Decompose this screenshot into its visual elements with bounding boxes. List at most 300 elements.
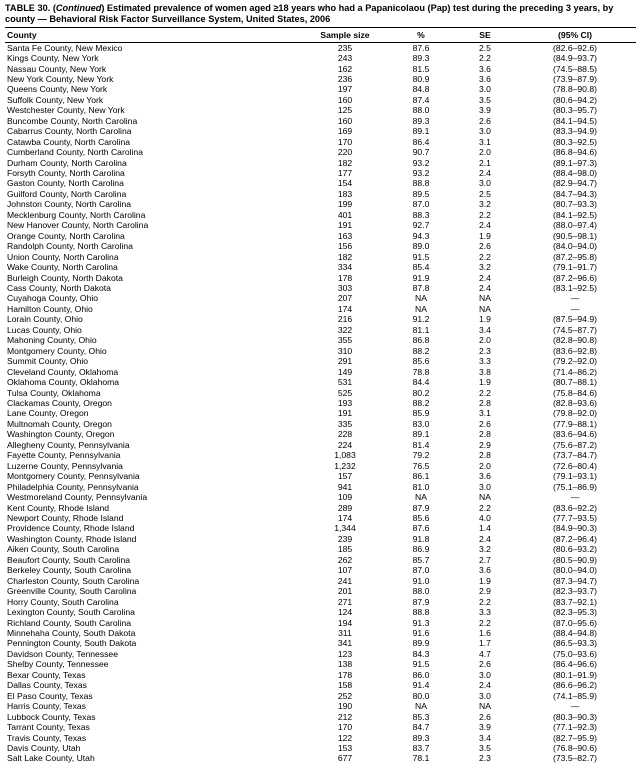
se-cell: 1.7: [479, 638, 491, 649]
percent-cell: 81.0: [412, 481, 430, 492]
ci-cell: (87.2–96.4): [553, 533, 597, 544]
percent-cell: 91.8: [412, 533, 430, 544]
county-cell: Summit County, Ohio: [7, 356, 89, 367]
ci-cell: (88.4–94.8): [553, 627, 597, 638]
table-row: [5, 576, 636, 586]
sample-size-cell: 194: [337, 617, 353, 628]
percent-cell: 88.3: [412, 209, 430, 220]
county-cell: Nassau County, New York: [7, 63, 107, 74]
sample-size-cell: 158: [337, 680, 353, 691]
sample-size-cell: 1,232: [334, 460, 356, 471]
se-cell: 2.4: [479, 283, 491, 294]
se-cell: 3.0: [479, 126, 491, 137]
county-cell: Cumberland County, North Carolina: [7, 147, 143, 158]
county-cell: Hamilton County, Ohio: [7, 303, 93, 314]
se-cell: 2.6: [479, 241, 491, 252]
table-row: [5, 126, 636, 136]
percent-cell: 89.3: [412, 732, 430, 743]
ci-cell: (80.7–93.3): [553, 199, 597, 210]
ci-cell: —: [570, 293, 580, 304]
sample-size-cell: 183: [337, 188, 353, 199]
table-row: [5, 440, 636, 450]
table-body: [5, 42, 636, 764]
sample-size-cell: 355: [337, 335, 353, 346]
table-row: [5, 659, 636, 669]
county-cell: Westmoreland County, Pennsylvania: [7, 492, 148, 503]
table-row: [5, 231, 636, 241]
county-cell: Kent County, Rhode Island: [7, 502, 110, 513]
sample-size-cell: 156: [337, 241, 353, 252]
ci-cell: (86.8–94.6): [553, 147, 597, 158]
table-row: [5, 356, 636, 366]
percent-cell: 78.8: [412, 366, 430, 377]
se-cell: 3.0: [479, 690, 491, 701]
table-row: [5, 64, 636, 74]
ci-cell: (80.3–92.5): [553, 136, 597, 147]
col-header-county: County: [5, 27, 304, 42]
ci-cell: (79.8–92.0): [553, 408, 597, 419]
ci-cell: (74.1–85.9): [553, 690, 597, 701]
sample-size-cell: 401: [337, 209, 353, 220]
table-row: [5, 670, 636, 680]
sample-size-cell: 262: [337, 554, 353, 565]
ci-cell: (84.0–94.0): [553, 241, 597, 252]
sample-size-cell: 162: [337, 63, 353, 74]
ci-cell: (84.7–94.3): [553, 188, 597, 199]
table-row: [5, 367, 636, 377]
ci-cell: (87.3–94.7): [553, 575, 597, 586]
ci-cell: (79.2–92.0): [553, 356, 597, 367]
county-cell: Philadelphia County, Pennsylvania: [7, 481, 139, 492]
ci-cell: (75.8–84.6): [553, 387, 597, 398]
county-cell: Minnehaha County, South Dakota: [7, 627, 136, 638]
ci-cell: (87.0–95.6): [553, 617, 597, 628]
percent-cell: 89.3: [412, 115, 430, 126]
percent-cell: 91.9: [412, 272, 430, 283]
county-cell: Johnston County, North Carolina: [7, 199, 132, 210]
sample-size-cell: 182: [337, 251, 353, 262]
percent-cell: 83.0: [412, 418, 430, 429]
ci-cell: (80.6–94.2): [553, 94, 597, 105]
sample-size-cell: 303: [337, 283, 353, 294]
table-row: [5, 419, 636, 429]
county-cell: Cabarrus County, North Carolina: [7, 126, 132, 137]
sample-size-cell: 160: [337, 115, 353, 126]
ci-cell: (82.6–92.6): [553, 42, 597, 53]
percent-cell: 78.1: [412, 753, 430, 764]
percent-cell: 87.0: [412, 565, 430, 576]
ci-cell: (84.9–90.3): [553, 523, 597, 534]
ci-cell: (83.6–94.6): [553, 429, 597, 440]
table-row: [5, 147, 636, 157]
sample-size-cell: 197: [337, 84, 353, 95]
percent-cell: 85.9: [412, 408, 430, 419]
se-cell: 2.8: [479, 429, 491, 440]
percent-cell: 86.1: [412, 471, 430, 482]
percent-cell: 85.6: [412, 512, 430, 523]
sample-size-cell: 224: [337, 439, 353, 450]
sample-size-cell: 182: [337, 157, 353, 168]
ci-cell: (83.6–92.8): [553, 345, 597, 356]
table-row: [5, 189, 636, 199]
table-title-continued: Continued: [55, 3, 102, 13]
se-cell: 2.5: [479, 188, 491, 199]
table-row: [5, 722, 636, 732]
sample-size-cell: 239: [337, 533, 353, 544]
percent-cell: 84.8: [412, 84, 430, 95]
se-cell: 2.0: [479, 335, 491, 346]
table-row: [5, 429, 636, 439]
county-cell: Lubbock County, Texas: [7, 711, 96, 722]
ci-cell: (75.1–86.9): [553, 481, 597, 492]
ci-cell: (86.4–96.6): [553, 659, 597, 670]
col-header-percent: %: [386, 27, 456, 42]
sample-size-cell: 220: [337, 147, 353, 158]
col-header-se: SE: [456, 27, 514, 42]
se-cell: 2.6: [479, 115, 491, 126]
county-cell: Allegheny County, Pennsylvania: [7, 439, 130, 450]
ci-cell: (86.5–93.3): [553, 638, 597, 649]
se-cell: 3.2: [479, 199, 491, 210]
percent-cell: 81.1: [412, 324, 430, 335]
se-cell: 3.5: [479, 742, 491, 753]
county-cell: Montgomery County, Ohio: [7, 345, 107, 356]
county-cell: Forsyth County, North Carolina: [7, 168, 125, 179]
percent-cell: NA: [415, 303, 427, 314]
county-cell: Providence County, Rhode Island: [7, 523, 135, 534]
percent-cell: NA: [415, 293, 427, 304]
table-row: [5, 408, 636, 418]
col-header-ci: (95% CI): [514, 27, 636, 42]
county-cell: Lucas County, Ohio: [7, 324, 82, 335]
table-row: [5, 450, 636, 460]
table-row: [5, 388, 636, 398]
sample-size-cell: 291: [337, 356, 353, 367]
percent-cell: 89.1: [412, 429, 430, 440]
table-row: [5, 461, 636, 471]
se-cell: 3.4: [479, 324, 491, 335]
table-row: [5, 377, 636, 387]
table-row: [5, 95, 636, 105]
table-row: [5, 753, 636, 763]
se-cell: 3.2: [479, 544, 491, 555]
se-cell: 4.0: [479, 512, 491, 523]
ci-cell: (87.5–94.9): [553, 314, 597, 325]
county-cell: Mahoning County, Ohio: [7, 335, 97, 346]
table-row: [5, 178, 636, 188]
table-row: [5, 503, 636, 513]
table-row: [5, 105, 636, 115]
county-cell: Wake County, North Carolina: [7, 262, 118, 273]
sample-size-cell: 178: [337, 669, 353, 680]
sample-size-cell: 178: [337, 272, 353, 283]
table-row: [5, 252, 636, 262]
county-cell: Buncombe County, North Carolina: [7, 115, 138, 126]
table-row: [5, 471, 636, 481]
ci-cell: (82.3–95.3): [553, 607, 597, 618]
se-cell: 2.4: [479, 680, 491, 691]
table-row: [5, 513, 636, 523]
ci-cell: (83.6–92.2): [553, 502, 597, 513]
sample-size-cell: 174: [337, 512, 353, 523]
se-cell: 2.2: [479, 53, 491, 64]
se-cell: 2.2: [479, 502, 491, 513]
percent-cell: 94.3: [412, 230, 430, 241]
se-cell: 2.4: [479, 533, 491, 544]
ci-cell: (84.1–92.5): [553, 209, 597, 220]
county-cell: Santa Fe County, New Mexico: [7, 42, 123, 53]
table-row: [5, 618, 636, 628]
county-cell: Gaston County, North Carolina: [7, 178, 124, 189]
county-cell: Greenville County, South Carolina: [7, 586, 137, 597]
percent-cell: 85.4: [412, 262, 430, 273]
se-cell: 3.5: [479, 94, 491, 105]
table-row: [5, 482, 636, 492]
table-row: [5, 210, 636, 220]
se-cell: 3.0: [479, 669, 491, 680]
percent-cell: 91.4: [412, 680, 430, 691]
sample-size-cell: 236: [337, 73, 353, 84]
se-cell: 2.4: [479, 272, 491, 283]
ci-cell: (74.5–87.7): [553, 324, 597, 335]
table-header: [5, 27, 636, 42]
table-row: [5, 325, 636, 335]
sample-size-cell: 941: [337, 481, 353, 492]
percent-cell: 88.8: [412, 607, 430, 618]
se-cell: 2.7: [479, 554, 491, 565]
percent-cell: 87.0: [412, 199, 430, 210]
ci-cell: (87.2–96.6): [553, 272, 597, 283]
percent-cell: 86.8: [412, 335, 430, 346]
sample-size-cell: 154: [337, 178, 353, 189]
county-cell: Horry County, South Carolina: [7, 596, 119, 607]
percent-cell: 80.0: [412, 690, 430, 701]
sample-size-cell: 531: [337, 377, 353, 388]
percent-cell: 89.5: [412, 188, 430, 199]
sample-size-cell: 174: [337, 303, 353, 314]
county-cell: Washington County, Rhode Island: [7, 533, 137, 544]
ci-cell: (78.8–90.8): [553, 84, 597, 95]
county-cell: Guilford County, North Carolina: [7, 188, 127, 199]
ci-cell: (88.0–97.4): [553, 220, 597, 231]
county-cell: Dallas County, Texas: [7, 680, 87, 691]
table-row: [5, 220, 636, 230]
table-row: [5, 534, 636, 544]
se-cell: 2.2: [479, 387, 491, 398]
percent-cell: 81.5: [412, 63, 430, 74]
table-title-prefix: TABLE 30. (: [5, 3, 56, 13]
table-row: [5, 273, 636, 283]
table-row: [5, 743, 636, 753]
table-row: [5, 42, 636, 53]
sample-size-cell: 122: [337, 732, 353, 743]
percent-cell: 80.9: [412, 73, 430, 84]
se-cell: 3.6: [479, 63, 491, 74]
sample-size-cell: 525: [337, 387, 353, 398]
se-cell: 2.8: [479, 398, 491, 408]
table-row: [5, 262, 636, 272]
ci-cell: (76.8–90.6): [553, 742, 597, 753]
county-cell: Luzerne County, Pennsylvania: [7, 460, 123, 471]
percent-cell: 85.6: [412, 356, 430, 367]
sample-size-cell: 216: [337, 314, 353, 325]
table-row: [5, 628, 636, 638]
se-cell: 3.3: [479, 607, 491, 618]
county-cell: Travis County, Texas: [7, 732, 87, 743]
sample-size-cell: 185: [337, 544, 353, 555]
county-cell: Davidson County, Tennessee: [7, 648, 118, 659]
se-cell: 3.8: [479, 366, 491, 377]
county-cell: Westchester County, New York: [7, 105, 125, 116]
percent-cell: 87.6: [412, 42, 430, 53]
table-row: [5, 680, 636, 690]
ci-cell: (82.8–90.8): [553, 335, 597, 346]
ci-cell: (83.7–92.1): [553, 596, 597, 607]
se-cell: 2.6: [479, 418, 491, 429]
table-row: [5, 398, 636, 408]
county-cell: Union County, North Carolina: [7, 251, 119, 262]
county-cell: Randolph County, North Carolina: [7, 241, 133, 252]
se-cell: 2.2: [479, 209, 491, 220]
county-cell: Mecklenburg County, North Carolina: [7, 209, 146, 220]
county-cell: Davis County, Utah: [7, 742, 81, 753]
ci-cell: (79.1–93.1): [553, 471, 597, 482]
table-row: [5, 565, 636, 575]
se-cell: 2.9: [479, 586, 491, 597]
county-cell: Bexar County, Texas: [7, 669, 86, 680]
ci-cell: (87.2–95.8): [553, 251, 597, 262]
percent-cell: 87.9: [412, 502, 430, 513]
se-cell: 1.4: [479, 523, 491, 534]
ci-cell: (82.3–93.7): [553, 586, 597, 597]
se-cell: 2.8: [479, 450, 491, 461]
county-cell: El Paso County, Texas: [7, 690, 93, 701]
table-row: [5, 53, 636, 63]
percent-cell: 89.1: [412, 126, 430, 137]
ci-cell: (72.6–80.4): [553, 460, 597, 471]
percent-cell: 79.2: [412, 450, 430, 461]
ci-cell: (84.9–93.7): [553, 53, 597, 64]
county-cell: Aiken County, South Carolina: [7, 544, 120, 555]
se-cell: 2.9: [479, 439, 491, 450]
ci-cell: (80.3–90.3): [553, 711, 597, 722]
percent-cell: 88.0: [412, 105, 430, 116]
ci-cell: (83.3–94.9): [553, 126, 597, 137]
percent-cell: 86.4: [412, 136, 430, 147]
se-cell: 2.3: [479, 753, 491, 764]
se-cell: NA: [479, 701, 491, 712]
table-row: [5, 597, 636, 607]
percent-cell: 87.9: [412, 596, 430, 607]
se-cell: 3.6: [479, 471, 491, 482]
table-row: [5, 304, 636, 314]
county-cell: Shelby County, Tennessee: [7, 659, 109, 670]
percent-cell: 86.9: [412, 544, 430, 555]
table-row: [5, 701, 636, 711]
table-row: [5, 638, 636, 648]
percent-cell: 76.5: [412, 460, 430, 471]
percent-cell: 87.4: [412, 94, 430, 105]
ci-cell: (82.7–95.9): [553, 732, 597, 743]
se-cell: 4.7: [479, 648, 491, 659]
sample-size-cell: 334: [337, 262, 353, 273]
sample-size-cell: 190: [337, 701, 353, 712]
table-row: [5, 293, 636, 303]
table-row: [5, 649, 636, 659]
county-cell: Tarrant County, Texas: [7, 722, 90, 733]
percent-cell: 85.7: [412, 554, 430, 565]
sample-size-cell: 153: [337, 742, 353, 753]
percent-cell: 91.3: [412, 617, 430, 628]
county-cell: New Hanover County, North Carolina: [7, 220, 149, 231]
sample-size-cell: 235: [337, 42, 353, 53]
sample-size-cell: 149: [337, 366, 353, 377]
sample-size-cell: 191: [337, 408, 353, 419]
sample-size-cell: 191: [337, 220, 353, 231]
county-cell: Clackamas County, Oregon: [7, 398, 112, 408]
se-cell: NA: [479, 492, 491, 503]
se-cell: NA: [479, 293, 491, 304]
sample-size-cell: 193: [337, 398, 353, 408]
ci-cell: (90.5–98.1): [553, 230, 597, 241]
county-cell: Multnomah County, Oregon: [7, 418, 112, 429]
sample-size-cell: 124: [337, 607, 353, 618]
percent-cell: 91.2: [412, 314, 430, 325]
table-row: [5, 712, 636, 722]
percent-cell: 93.2: [412, 157, 430, 168]
table-row: [5, 158, 636, 168]
percent-cell: 83.7: [412, 742, 430, 753]
table-row: [5, 691, 636, 701]
ci-cell: (73.7–84.7): [553, 450, 597, 461]
se-cell: 1.9: [479, 230, 491, 241]
sample-size-cell: 335: [337, 418, 353, 429]
percent-cell: 91.5: [412, 659, 430, 670]
se-cell: 3.0: [479, 178, 491, 189]
ci-cell: (77.9–88.1): [553, 418, 597, 429]
ci-cell: (80.0–94.0): [553, 565, 597, 576]
sample-size-cell: 1,083: [334, 450, 356, 461]
se-cell: 1.9: [479, 314, 491, 325]
county-cell: Newport County, Rhode Island: [7, 512, 124, 523]
se-cell: 2.0: [479, 147, 491, 158]
sample-size-cell: 107: [337, 565, 353, 576]
table-row: [5, 555, 636, 565]
percent-cell: 84.4: [412, 377, 430, 388]
se-cell: 3.3: [479, 356, 491, 367]
percent-cell: NA: [415, 701, 427, 712]
se-cell: 2.0: [479, 460, 491, 471]
table-row: [5, 523, 636, 533]
county-cell: Orange County, North Carolina: [7, 230, 125, 241]
county-cell: Harris County, Texas: [7, 701, 86, 712]
ci-cell: (80.5–90.9): [553, 554, 597, 565]
sample-size-cell: 123: [337, 648, 353, 659]
percent-cell: 88.8: [412, 178, 430, 189]
county-cell: Kings County, New York: [7, 53, 99, 64]
county-cell: Lexington County, South Carolina: [7, 607, 135, 618]
se-cell: 2.2: [479, 617, 491, 628]
sample-size-cell: 341: [337, 638, 353, 649]
se-cell: 3.4: [479, 732, 491, 743]
county-cell: Cass County, North Dakota: [7, 283, 111, 294]
se-cell: 2.3: [479, 345, 491, 356]
se-cell: 2.4: [479, 168, 491, 179]
sample-size-cell: 289: [337, 502, 353, 513]
se-cell: 2.2: [479, 251, 491, 262]
ci-cell: (73.5–82.7): [553, 753, 597, 764]
ci-cell: (80.1–91.9): [553, 669, 597, 680]
